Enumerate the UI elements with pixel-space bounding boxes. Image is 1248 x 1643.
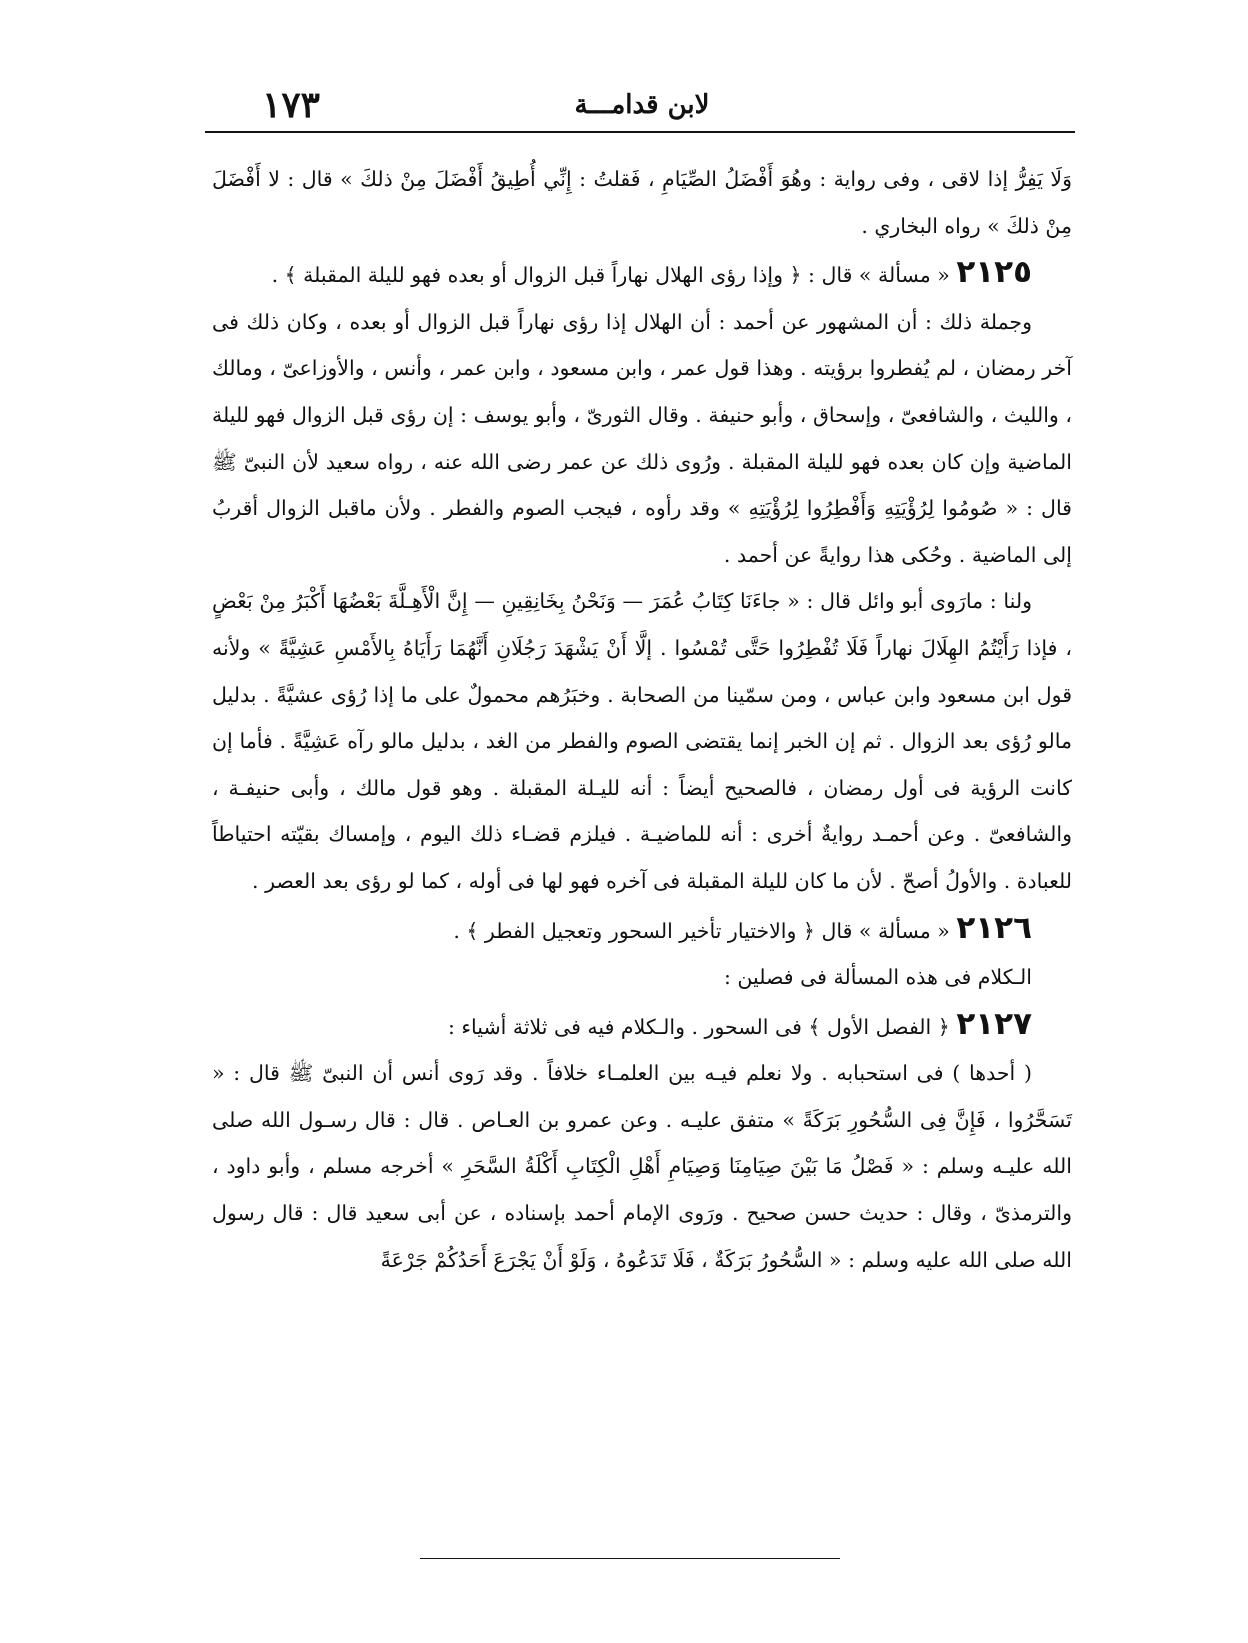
paragraph-text: الـكلام فى هذه المسألة فى فصلين : (723, 965, 1032, 990)
paragraph-text: ( أحدها ) فى استحبابه . ولا نعلم فيـه بين العلمـاء خلافاً . وقد رَوى أنس أن النبىّ ﷺ قال : « تَسَحَّرُوا ، فَإِنَّ فِى السُّحُورِ بَرَكَةً » متفق عليـه . وعن عمرو بن العـاص . قال : قال رسـول الله صلى الله عليـه وسلم : « فَصْلُ مَا بَيْنَ صِيَامِنَا وَصِيَامِ أَهْلِ الْكِتَابِ أَكْلَةُ السَّحَرِ » أخرجه مسلم ، وأبو داود ، والترمذىّ ، وقال : حديث حسن صحيح . ورَوى الإمام أحمد بإسناده ، عن أبى سعيد قال : قال رسول الله صلى الله عليه وسلم : « السُّحُورُ بَرَكَةٌ ، فَلَا تَدَعُوهُ ، وَلَوْ أَنْ يَجْرَعَ أَحَدُكُمْ جَرْعَةً (212, 1061, 1072, 1272)
masala-number: ٢١٢٧ (956, 1005, 1032, 1042)
footer-rule (420, 1558, 840, 1559)
masala-2125 (212, 249, 1072, 299)
masala-text: ﴿ الفصل الأول ﴾ فى السحور . والـكلام فيه فى ثلاثة أشياء : (447, 1014, 950, 1039)
page-header (212, 84, 1072, 134)
masala-text: « مسألة » قال ﴿ والاختيار تأخير السحور وتعجيل الفطر ﴾ . (453, 918, 950, 943)
paragraph-two-sections (212, 954, 1072, 1001)
running-title: لابن قدامـــة (574, 90, 710, 120)
masala-2127 (212, 1001, 1072, 1051)
main-text (212, 156, 1072, 1283)
paragraph-suhur (212, 1050, 1072, 1283)
paragraph-text: وَلَا يَفِرُّ إذا لاقى ، وفى رواية : وهُوَ أَفْضَلُ الصِّيَامِ ، فَقلتُ : إِنِّي أُطِيقُ أَفْضَلَ مِنْ ذلكَ » قال : لا أَفْضَلَ مِنْ ذلكَ » رواه البخاري . (212, 167, 1072, 238)
page-number: ١٧٣ (262, 84, 321, 126)
masala-2126 (212, 905, 1072, 955)
paragraph-explanation (212, 299, 1072, 579)
header-rule (205, 131, 1075, 133)
masala-number: ٢١٢٥ (956, 254, 1032, 291)
masala-text: « مسألة » قال : ﴿ وإذا رؤى الهلال نهاراً قبل الزوال أو بعده فهو لليلة المقبلة ﴾ . (271, 263, 950, 288)
paragraph-evidence (212, 578, 1072, 904)
masala-number: ٢١٢٦ (956, 909, 1032, 946)
paragraph-text: ولنا : مارَوى أبو وائل قال : « جاءَنَا كِتَابُ عُمَرَ — وَنَحْنُ بِخَانِقِينِ — إِنَّ الْأَهِـلَّةَ بَعْضُهَا أَكْبَرُ مِنْ بَعْضٍ ، فإذا رَأَيْتُمُ الهِلَالَ نهاراً فَلَا تُفْطِرُوا حَتَّى تُمْسُوا . إلَّا أَنْ يَشْهَدَ رَجُلَانِ أَنَّهُمَا رَأَيَاهُ بِالأَمْسِ عَشِيَّةً » ولأنه قول ابن مسعود وابن عباس ، ومن سمّينا من الصحابة . وخبَرُهم محمولٌ على ما إذا رُؤى عشيَّةً . بدليل مالو رُؤى بعد الزوال . ثم إن الخبر إنما يقتضى الصوم والفطر من الغد ، بدليل مالو رآه عَشِيَّةً . فأما إن كانت الرؤية فى أول رمضان ، فالصحيح أيضاً : أنه لليـلة المقبلة . وهو قول مالك ، وأبى حنيفـة ، والشافعىّ . وعن أحمـد روايةٌ أخرى : أنه للماضيـة . فيلزم قضـاء ذلك اليوم ، وإمساك بقيّته احتياطاً للعبادة . والأولُ أصحّ . لأن ما كان لليلة المقبلة فى آخره فهو لها فى أوله ، كما لو رؤى بعد العصر . (212, 589, 1072, 893)
paragraph-text: وجملة ذلك : أن المشهور عن أحمد : أن الهلال إذا رؤى نهاراً قبل الزوال أو بعده ، وكان ذلك فى آخر رمضان ، لم يُفطروا برؤيته . وهذا قول عمر ، وابن مسعود ، وابن عمر ، وأنس ، والأوزاعىّ ، ومالك ، والليث ، والشافعىّ ، وإسحاق ، وأبو حنيفة . وقال الثورىّ ، وأبو يوسف : إن رؤى قبل الزوال فهو لليلة الماضية وإن كان بعده فهو لليلة المقبلة . ورُوى ذلك عن عمر رضى الله عنه ، رواه سعيد لأن النبىّ ﷺ قال : « صُومُوا لِرُؤْيَتِهِ وَأَفْطِرُوا لِرُؤْيَتِهِ » وقد رأوه ، فيجب الصوم والفطر . ولأن ماقبل الزوال أقربُ إلى الماضية . وحُكى هذا روايةً عن أحمد . (212, 309, 1072, 567)
paragraph-continuation (212, 156, 1072, 249)
